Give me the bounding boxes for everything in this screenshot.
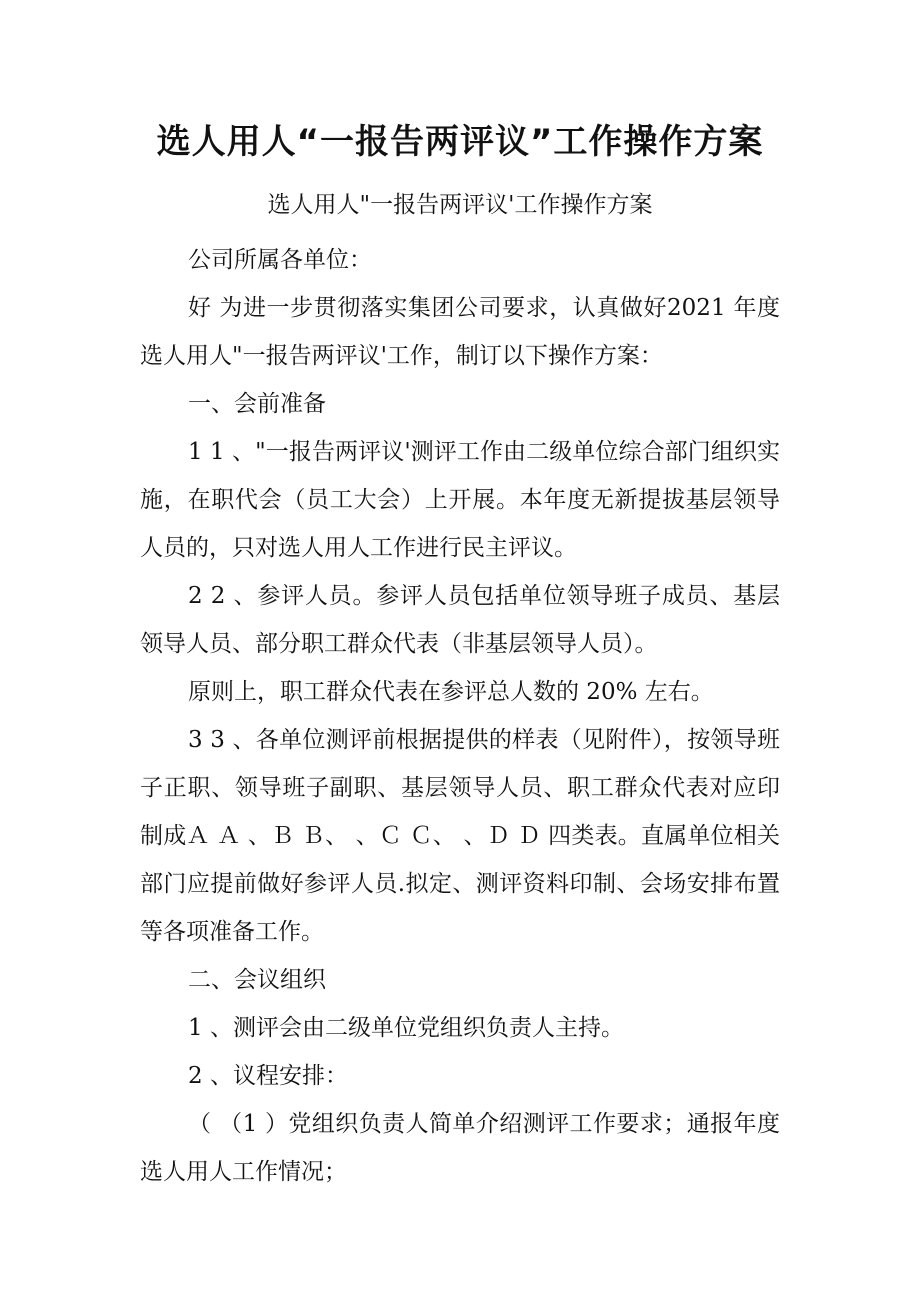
intro-paragraph: 好 为进一步贯彻落实集团公司要求，认真做好2021 年度选人用人"一报告两评议'工作，制订以下操作方案： xyxy=(140,295,780,369)
organization-item-2: 2 、议程安排： xyxy=(188,1063,348,1089)
document-subtitle: 选人用人"一报告两评议'工作操作方案 xyxy=(267,192,653,218)
section-heading-organization: 二、会议组织 xyxy=(188,967,326,993)
preparation-item-1: 1 1 、"一报告两评议'测评工作由二级单位综合部门组织实施，在职代会（员工大会）上开展。本年度无新提拔基层领导人员的，只对选人用人工作进行民主评议。 xyxy=(140,439,780,561)
preparation-item-3: 3 3 、各单位测评前根据提供的样表（见附件），按领导班子正职、领导班子副职、基层领导人员、职工群众代表对应印制成Ａ Ａ 、Ｂ Ｂ、 、Ｃ Ｃ、 、Ｄ Ｄ 四类表。直属单位相关部门应提前做好参评人员.拟定、测评资料印制、会场安排布置等各项准备工作。 xyxy=(140,727,780,945)
section-heading-preparation: 一、会前准备 xyxy=(188,391,326,417)
preparation-item-2: 2 2 、参评人员。参评人员包括单位领导班子成员、基层领导人员、部分职工群众代表（非基层领导人员）。 xyxy=(140,583,780,657)
document-title: 选人用人“一报告两评议”工作操作方案 xyxy=(156,122,764,162)
salutation: 公司所属各单位： xyxy=(188,247,372,273)
preparation-item-2-note: 原则上，职工群众代表在参评总人数的 20% 左右。 xyxy=(188,679,714,705)
organization-item-1: 1 、测评会由二级单位党组织负责人主持。 xyxy=(188,1015,624,1041)
organization-item-2-sub-1: （ （1 ）党组织负责人简单介绍测评工作要求；通报年度选人用人工作情况； xyxy=(140,1111,780,1185)
